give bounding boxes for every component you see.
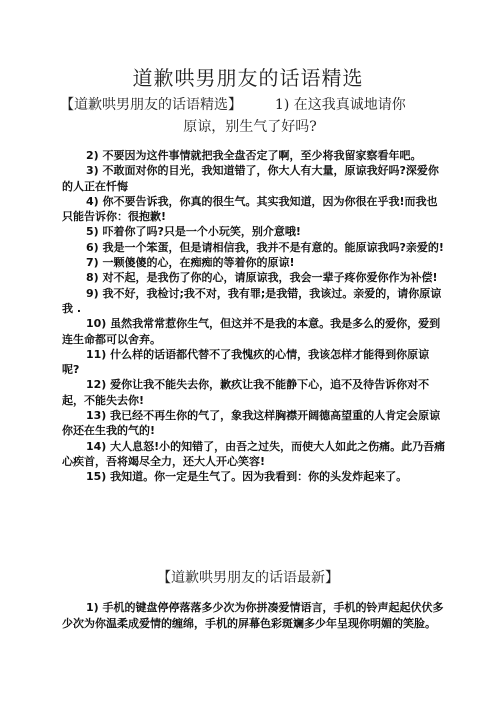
list-item: 8) 对不起，是我伤了你的心，请原谅我，我会一辈子疼你爱你作为补偿! <box>86 271 438 285</box>
intro-line1: 1) 在这我真诚地请你 <box>274 97 406 113</box>
intro-bracket: 【道歉哄男朋友的话语精选】 <box>60 97 242 113</box>
intro-line2: 原谅，别生气了好吗? <box>183 119 317 135</box>
list-item: 11) 什么样的话语都代替不了我愧疚的心情，我该怎样才能得到你原谅呢? <box>62 347 430 377</box>
list-item: 4) 你不要告诉我，你真的很生气。其实我知道，因为你很在乎我!而我也只能告诉你：很抱歉! <box>62 194 438 224</box>
list-item: 6) 我是一个笨蛋，但是请相信我，我并不是有意的。能原谅我吗?亲爱的! <box>86 240 444 254</box>
items-list <box>62 148 446 485</box>
list-item: 12) 爱你让我不能失去你，歉疚让我不能静下心，追不及待告诉你对不起，不能失去你! <box>62 378 430 407</box>
intro <box>60 94 440 138</box>
list-item: 13) 我已经不再生你的气了，象我这样胸襟开阔德高望重的人肯定会原谅你还在生我的气的! <box>62 409 441 438</box>
list-item: 7) 一颗傻傻的心，在痴痴的等着你的原谅! <box>86 256 295 270</box>
list-item: 9) 我不好，我检讨;我不对，我有罪;是我错，我该过。亲爱的，请你原谅我 . <box>62 286 442 315</box>
list-item: 15) 我知道。你一定是生气了。因为我看到：你的头发炸起来了。 <box>86 470 408 484</box>
list-item: 5) 吓着你了吗?只是一个小玩笑，别介意哦! <box>86 225 301 239</box>
items-list-2 <box>62 600 446 632</box>
list-item: 3) 不敢面对你的目光，我知道错了，你大人有大量，原谅我好吗?深爱你的人正在忏悔 <box>62 164 439 193</box>
list-item: 10) 虽然我常常惹你生气，但这并不是我的本意。我是多么的爱你，爱到连生命都可以舍弃。 <box>62 317 441 346</box>
page-title: 道歉哄男朋友的话语精选 <box>132 66 364 90</box>
list-item: 1) 手机的键盘停停落落多少次为你拼凑爱情语言，手机的铃声起起伏伏多少次为你温柔成爱情的缠绵，手机的屏幕色彩斑斓多少年呈现你明媚的笑脸。 <box>62 601 444 630</box>
list-item: 14) 大人息怒!小的知错了，由吾之过失，而使大人如此之伤痛。此乃吾痛心疾首，吾将竭尽全力，还大人开心笑容! <box>62 439 446 468</box>
section-heading: 【道歉哄男朋友的话语最新】 <box>157 570 339 586</box>
list-item: 2) 不要因为这件事情就把我全盘否定了啊，至少将我留家察看年吧。 <box>86 149 422 162</box>
